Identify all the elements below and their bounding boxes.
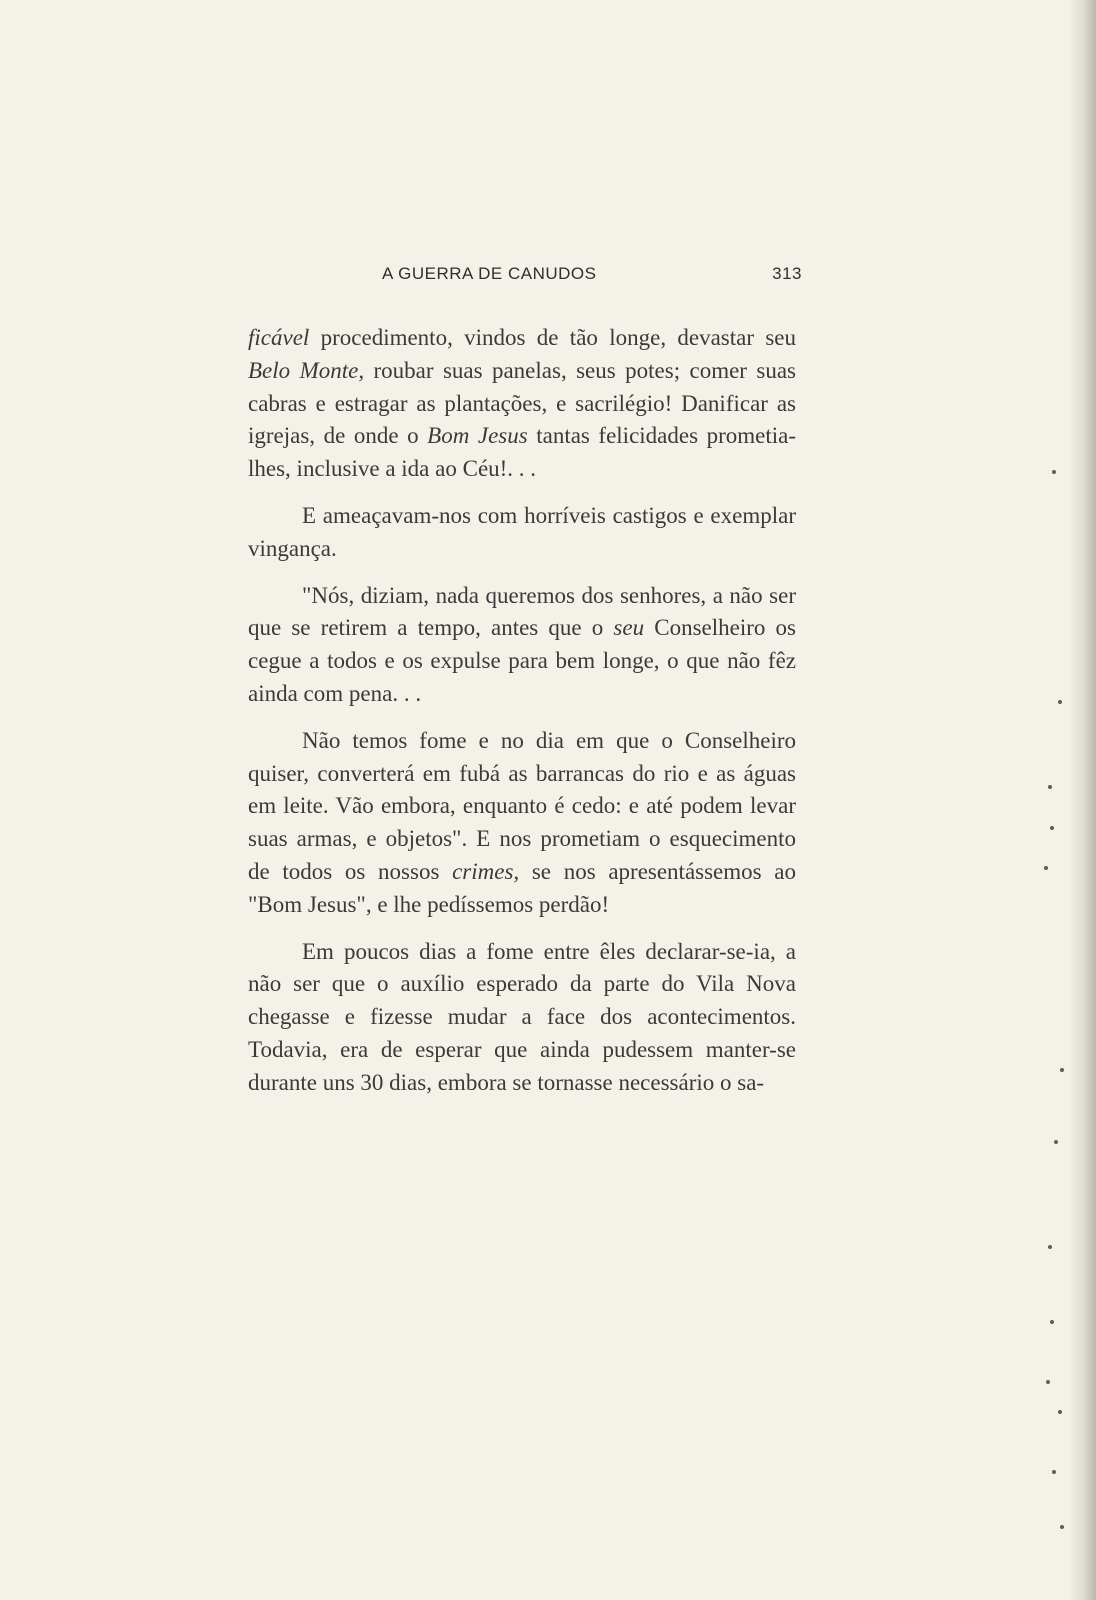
paper-speck [1050,1320,1054,1324]
paragraph-2: E ameaçavam-nos com horríveis castigos e exemplar vingança. [248,502,796,561]
paragraph-5: Em poucos dias a fome entre êles declarar-se-ia, a não ser que o auxílio esperado da parte do Vila Nova chegasse e fizesse mudar a face dos acontecimentos. Todavia, era de esperar que ainda pudessem manter-se durante uns 30 dias, embora se tornasse necessário o sa- [248,938,796,1095]
paragraph-1-text-3: tantas felicidades prometia-lhes, inclusive a ida ao Céu!. . . [248,423,796,482]
paper-speck [1052,1470,1056,1474]
paragraph-1 [248,322,796,486]
paragraph-4 [248,725,796,922]
paragraph-4-text-1: Não temos fome e no dia em que o Conselheiro quiser, converterá em fubá as barrancas do rio e as águas em leite. Vão embora, enquanto é cedo: e até podem levar suas armas, e objetos". E nos prometiam o esquecimento de todos os nossos [248,727,796,884]
paragraph-3 [248,580,796,711]
paragraph-1-italic-2: Belo Monte, [248,357,365,383]
paper-speck [1054,1140,1058,1144]
paragraph-1-text-2: roubar suas panelas, seus potes; comer suas cabras e estragar as plantações, e sacrilégio! Danificar as igrejas, de onde o [248,357,796,449]
running-title: A GUERRA DE CANUDOS [382,264,597,283]
paragraph-3-text-2: Conselheiro os cegue a todos e os expulse para bem longe, o que não fêz ainda com pena. . . [248,615,796,706]
paragraph-3-text-1: "Nós, diziam, nada queremos dos senhores, a não ser que se retirem a tempo, antes que o [248,582,796,641]
page-edge-shadow [1068,0,1096,1600]
paper-speck [1058,1410,1062,1414]
paper-speck [1044,866,1048,870]
paper-speck [1048,785,1052,789]
paper-speck [1060,1525,1064,1529]
paper-speck [1058,700,1062,704]
paragraph-1-italic-3: Bom Jesus [427,423,528,449]
paragraph-3-italic: seu [613,615,645,641]
page-header [252,264,802,294]
body-text [248,322,796,1114]
paper-speck [1048,1245,1052,1249]
paper-speck [1052,470,1056,474]
paragraph-1-italic-1: ficável [248,325,310,350]
paragraph-4-text-2: se nos apresentássemos ao "Bom Jesus", e lhe pedíssemos perdão! [248,858,797,917]
paper-speck [1060,1068,1064,1072]
paragraph-4-italic: crimes, [452,858,520,884]
paragraph-1-text-1: procedimento, vindos de tão longe, devastar seu [309,325,796,350]
paper-speck [1050,826,1054,830]
paper-speck [1046,1380,1050,1384]
page-number: 313 [772,264,802,283]
